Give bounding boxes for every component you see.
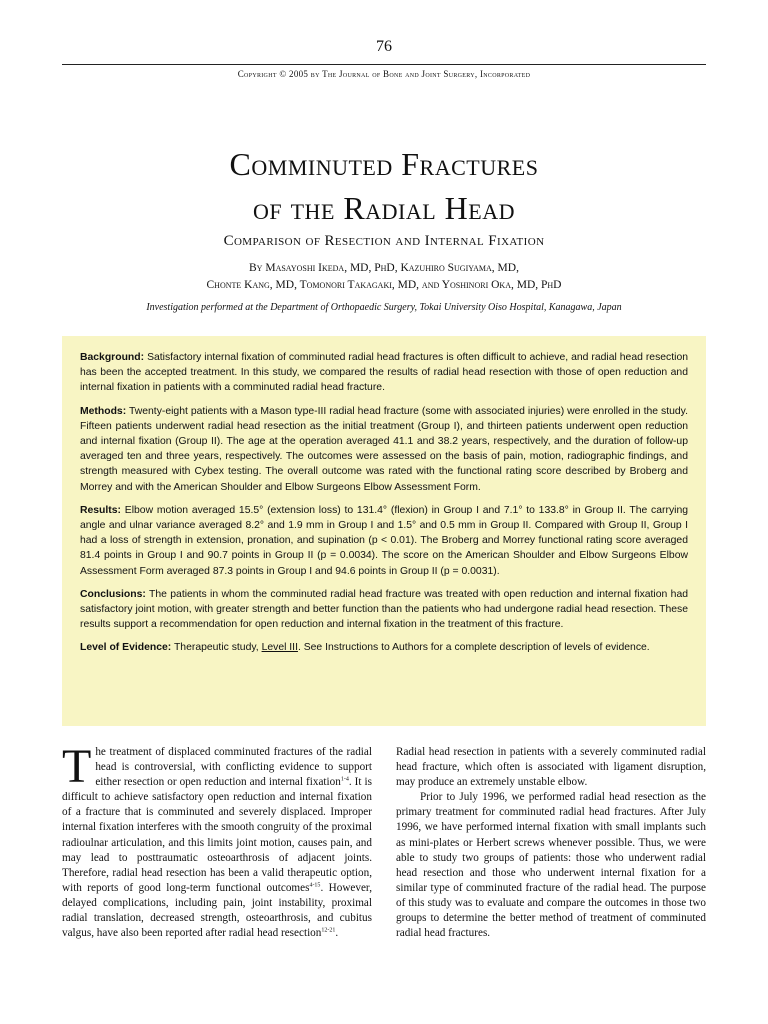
title-line-2: of the Radial Head bbox=[253, 190, 515, 226]
background-text: Satisfactory internal fixation of comminuted radial head fractures is often difficult to achieve, and radial head resection has been the accepted treatment. In this study, we compared the results of radial head resection with those of open reduction and internal fixation in patients with a comminuted radial head fracture. bbox=[80, 352, 689, 394]
body-column-left bbox=[62, 740, 373, 941]
body-text: . However, delayed complications, including pain, joint instability, proximal radial translation, decreased strength, osteoarthrosis, and cubitus valgus, have also been reported after radial head resection bbox=[62, 881, 372, 940]
abstract-methods bbox=[80, 404, 688, 495]
body-paragraph bbox=[62, 740, 373, 941]
conclusions-label: Conclusions: bbox=[80, 588, 146, 600]
copyright-line: Copyright © 2005 by The Journal of Bone and Joint Surgery, Incorporated bbox=[237, 69, 531, 79]
article-subtitle: Comparison of Resection and Internal Fixation bbox=[223, 233, 545, 249]
methods-text: Twenty-eight patients with a Mason type-III radial head fracture (some with associated injuries) were enrolled in the study. Fifteen patients underwent radial head resection as the initial treatment (Group I), and thirteen patients underwent open reduction and internal fixation (Group II). The age at the operation averaged 41.1 and 38.2 years, respectively, and the duration of follow-up averaged ten and three years, respectively. The outcomes were assessed on the basis of pain, motion, radiographic findings, and strength measured with Cybex testing. The overall outcome was rated with the functional rating score described by Broberg and Morrey and with the American Shoulder and Elbow Surgeons Elbow Assessment Form. bbox=[80, 405, 688, 493]
background-label: Background: bbox=[80, 352, 145, 363]
abstract-background bbox=[80, 350, 688, 396]
body-text: . bbox=[335, 927, 339, 940]
abstract-conclusions bbox=[80, 587, 688, 633]
body-paragraph: Prior to July 1996, we performed radial head resection as the primary treatment for comminuted radial head fractures. After July 1996, we have performed internal fixation with small implants such as mini-plates or Herbert screws whenever possible. Thus, we were able to study two groups of patients: those who underwent radial head resection and those who underwent internal fixation for a similar type of comminuted fracture of the radial head. The purpose of this study was to evaluate and compare the outcomes in those two groups to determine the better method of treatment of comminuted radial head fractures. bbox=[396, 791, 706, 940]
level-text-before: Therapeutic study, bbox=[173, 642, 259, 654]
authors-line-1: By Masayoshi Ikeda, MD, PhD, Kazuhiro Sugiyama, MD, bbox=[249, 262, 519, 274]
body-column-right bbox=[396, 745, 706, 941]
body-text: . It is difficult to achieve satisfactory open reduction and internal fixation of a fracture that is comminuted and severely displaced. Improper internal fixation interferes with the smooth congruity of the proximal radioulnar articulation, and this limits joint motion, causes pain, and may lead to posttraumatic osteoarthrosis of adjacent joints. Therefore, radial head resection has been a valid therapeutic option, with reports of good long-term functional outcomes bbox=[62, 776, 373, 894]
author-list bbox=[0, 260, 768, 294]
drop-cap: T bbox=[62, 740, 92, 793]
body-text: he treatment of displaced comminuted fractures of the radial head is controversial, with conflicting evidence to support either resection or open reduction and internal fixation bbox=[95, 746, 372, 789]
title-line-1: Comminuted Fractures bbox=[229, 146, 539, 182]
authors-line-2: Chonte Kang, MD, Tomonori Takagaki, MD, and Yoshinori Oka, MD, PhD bbox=[206, 279, 562, 291]
results-text: Elbow motion averaged 15.5° (extension loss) to 131.4° (flexion) in Group I and 7.1° to 133.8° in Group II. The carrying angle and ulnar variance averaged 8.2° and 1.9 mm in Group I and 1.5° and 0.5 mm in Group II. Compared with Group II, Group I had a loss of strength in extension, pronation, and supination (p < 0.01). The Broberg and Morrey functional rating score averaged 81.4 points in Group I and 90.7 points in Group II (p = 0.0034). The score on the American Shoulder and Elbow Surgeons Elbow Assessment Form averaged 87.3 points in Group I and 94.6 points in Group II (p = 0.0031). bbox=[80, 504, 689, 577]
header-rule bbox=[62, 64, 706, 65]
citation: 12-21 bbox=[321, 927, 336, 934]
abstract-results bbox=[80, 503, 688, 579]
level-text-after: . See Instructions to Authors for a complete description of levels of evidence. bbox=[297, 642, 650, 654]
results-label: Results: bbox=[80, 504, 121, 516]
level-link[interactable]: Level III bbox=[261, 642, 298, 654]
citation: 4-15 bbox=[309, 882, 321, 889]
citation: 1-4 bbox=[340, 776, 349, 783]
abstract-box bbox=[62, 336, 706, 726]
abstract-level-of-evidence bbox=[80, 640, 688, 655]
methods-label: Methods: bbox=[80, 405, 127, 417]
conclusions-text: The patients in whom the comminuted radial head fracture was treated with open reduction and internal fixation had satisfactory joint motion, with greater strength and better function than the patients who had undergone radial head resection. These results support a recommendation for open reduction and internal fixation in the treatment of this fracture. bbox=[80, 588, 689, 631]
institution-note: Investigation performed at the Department of Orthopaedic Surgery, Tokai University Oiso Hospital, Kanagawa, Japan bbox=[146, 302, 622, 313]
article-title bbox=[0, 142, 768, 230]
level-label: Level of Evidence: bbox=[80, 642, 172, 654]
body-paragraph: Radial head resection in patients with a severely comminuted radial head fracture, which often is associated with ligament disruption, may produce an extremely unstable elbow. bbox=[396, 746, 706, 789]
page-number: 76 bbox=[376, 38, 392, 55]
